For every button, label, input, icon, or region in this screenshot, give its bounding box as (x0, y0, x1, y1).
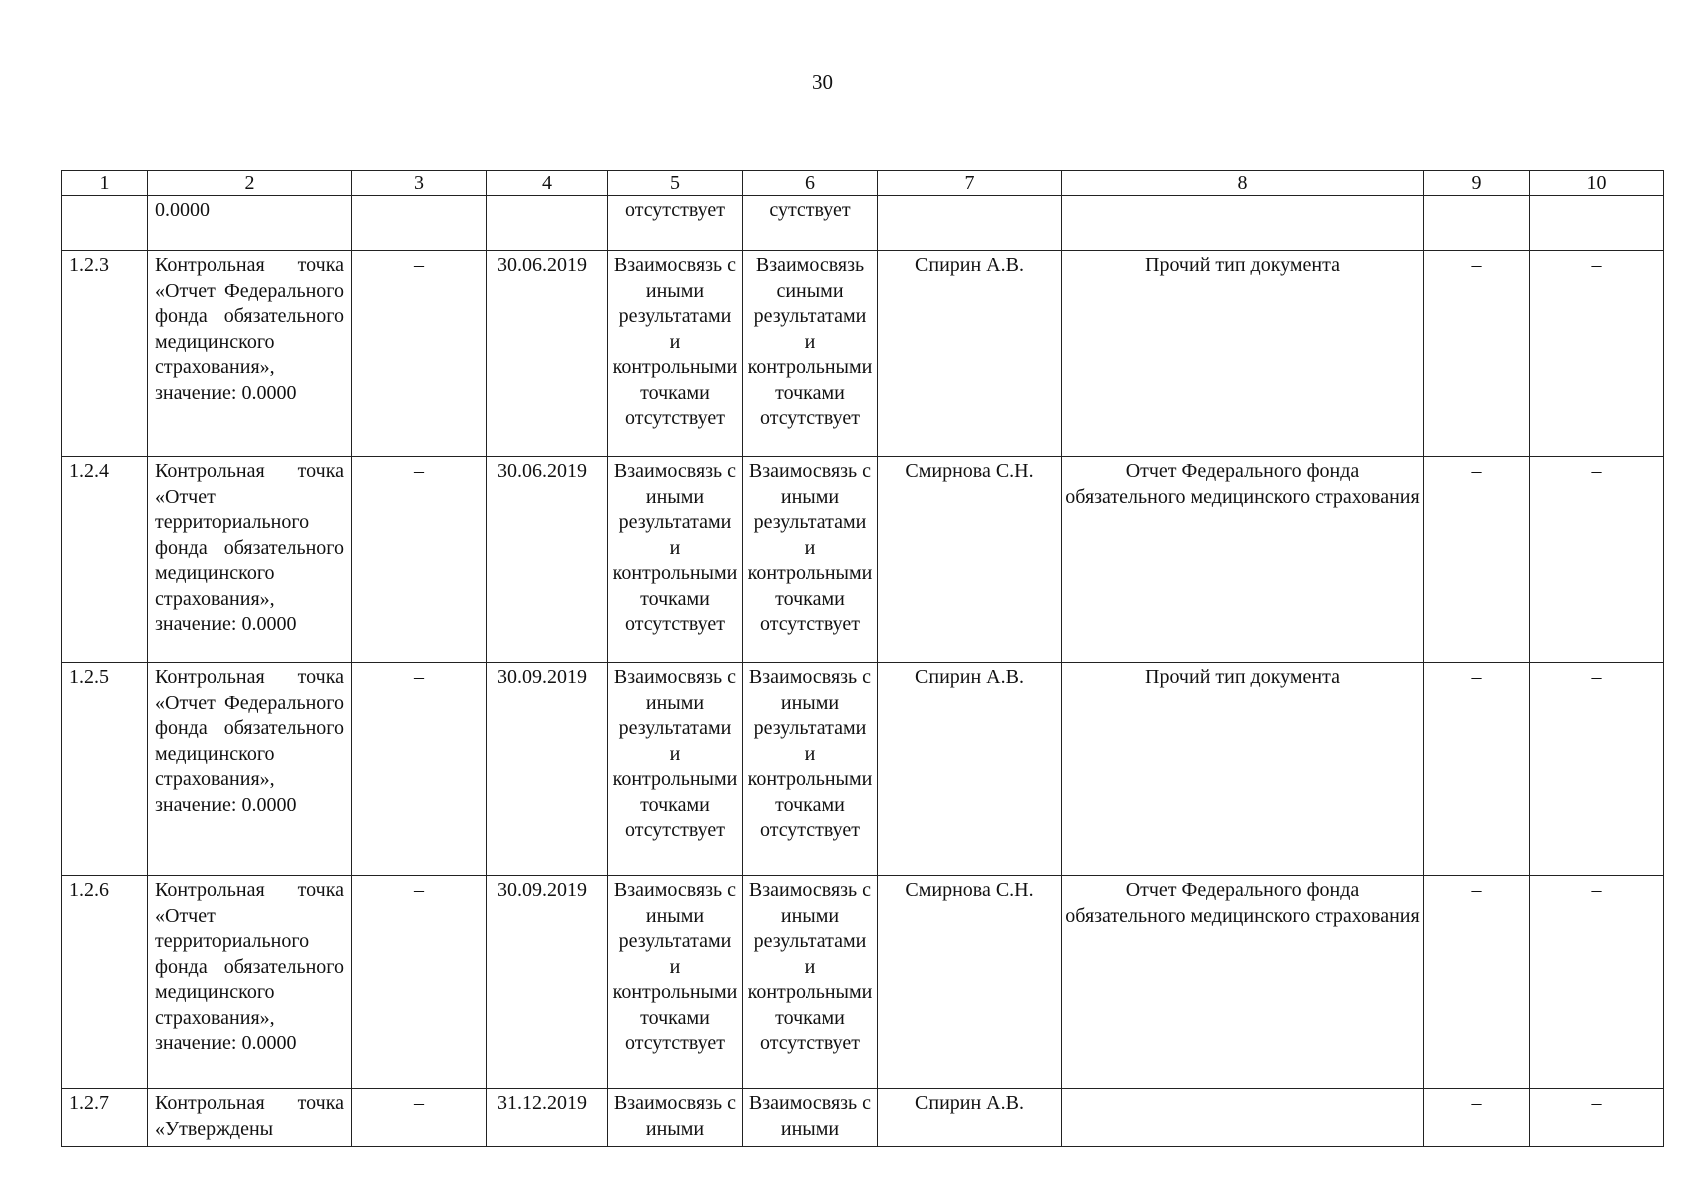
cell-link5: Взаимосвязь с иными результатами и контрольными точками отсутствует (608, 876, 743, 1089)
cell-link5: Взаимосвязь с иными результатами и контрольными точками отсутствует (608, 251, 743, 457)
cell-col10 (1530, 196, 1664, 251)
cell-col9: – (1424, 663, 1530, 876)
cell-col3: – (352, 663, 487, 876)
cell-col10: – (1530, 876, 1664, 1089)
cell-col10: – (1530, 251, 1664, 457)
cell-person: Смирнова С.Н. (878, 457, 1062, 663)
column-header-4: 4 (487, 171, 608, 196)
table-row-1-2-7 (62, 1089, 1664, 1147)
cell-col3: – (352, 876, 487, 1089)
cell-link6: Взаимосвязь сиными результатами и контрольными точками отсутствует (743, 251, 878, 457)
cell-link6: Взаимосвязь с иными (743, 1089, 878, 1147)
cell-col9 (1424, 196, 1530, 251)
cell-person: Смирнова С.Н. (878, 876, 1062, 1089)
column-header-6: 6 (743, 171, 878, 196)
cell-col9: – (1424, 251, 1530, 457)
column-header-2: 2 (148, 171, 352, 196)
table-row-1-2-6 (62, 876, 1664, 1089)
cell-col10: – (1530, 457, 1664, 663)
cell-link5: Взаимосвязь с иными (608, 1089, 743, 1147)
cell-id: 1.2.3 (62, 251, 148, 457)
column-header-9: 9 (1424, 171, 1530, 196)
cell-link6: Взаимосвязь с иными результатами и контрольными точками отсутствует (743, 876, 878, 1089)
cell-name: 0.0000 (148, 196, 352, 251)
cell-name: Контрольная точка «Утверждены (148, 1089, 352, 1147)
cell-id: 1.2.5 (62, 663, 148, 876)
cell-doc: Прочий тип документа (1062, 251, 1424, 457)
table-row-continuation (62, 196, 1664, 251)
cell-name: Контрольная точка «Отчет Федерального фонда обязательного медицинского страхования», значение: 0.0000 (148, 663, 352, 876)
cell-doc: Прочий тип документа (1062, 663, 1424, 876)
cell-id: 1.2.7 (62, 1089, 148, 1147)
cell-link6: Взаимосвязь с иными результатами и контрольными точками отсутствует (743, 663, 878, 876)
cell-person: Спирин А.В. (878, 1089, 1062, 1147)
cell-col9: – (1424, 1089, 1530, 1147)
cell-date: 30.06.2019 (487, 251, 608, 457)
column-header-1: 1 (62, 171, 148, 196)
table-row-1-2-5 (62, 663, 1664, 876)
cell-person: Спирин А.В. (878, 251, 1062, 457)
cell-col10: – (1530, 1089, 1664, 1147)
cell-link6: Взаимосвязь с иными результатами и контрольными точками отсутствует (743, 457, 878, 663)
cell-date: 30.06.2019 (487, 457, 608, 663)
cell-name: Контрольная точка «Отчет территориального фонда обязательного медицинского страхования», значение: 0.0000 (148, 457, 352, 663)
cell-link5: отсутствует (608, 196, 743, 251)
cell-col3: – (352, 1089, 487, 1147)
column-header-8: 8 (1062, 171, 1424, 196)
cell-col9: – (1424, 457, 1530, 663)
cell-date: 30.09.2019 (487, 663, 608, 876)
cell-date (487, 196, 608, 251)
cell-id (62, 196, 148, 251)
table-row-1-2-4 (62, 457, 1664, 663)
cell-id: 1.2.6 (62, 876, 148, 1089)
column-header-10: 10 (1530, 171, 1664, 196)
cell-doc: Отчет Федерального фонда обязательного медицинского страхования (1062, 457, 1424, 663)
column-number-header-row (62, 171, 1664, 196)
cell-col10: – (1530, 663, 1664, 876)
cell-col9: – (1424, 876, 1530, 1089)
cell-link5: Взаимосвязь с иными результатами и контрольными точками отсутствует (608, 457, 743, 663)
cell-person (878, 196, 1062, 251)
cell-doc (1062, 196, 1424, 251)
cell-doc (1062, 1089, 1424, 1147)
cell-name: Контрольная точка «Отчет территориального фонда обязательного медицинского страхования», значение: 0.0000 (148, 876, 352, 1089)
cell-person: Спирин А.В. (878, 663, 1062, 876)
cell-id: 1.2.4 (62, 457, 148, 663)
cell-name: Контрольная точка «Отчет Федерального фонда обязательного медицинского страхования», значение: 0.0000 (148, 251, 352, 457)
column-header-7: 7 (878, 171, 1062, 196)
column-header-5: 5 (608, 171, 743, 196)
cell-col3 (352, 196, 487, 251)
cell-date: 30.09.2019 (487, 876, 608, 1089)
cell-doc: Отчет Федерального фонда обязательного медицинского страхования (1062, 876, 1424, 1089)
cell-date: 31.12.2019 (487, 1089, 608, 1147)
column-header-3: 3 (352, 171, 487, 196)
cell-link5: Взаимосвязь с иными результатами и контрольными точками отсутствует (608, 663, 743, 876)
cell-col3: – (352, 251, 487, 457)
table-row-1-2-3 (62, 251, 1664, 457)
cell-col3: – (352, 457, 487, 663)
cell-link6: сутствует (743, 196, 878, 251)
page-number: 30 (812, 70, 833, 94)
control-points-table (61, 170, 1664, 1147)
